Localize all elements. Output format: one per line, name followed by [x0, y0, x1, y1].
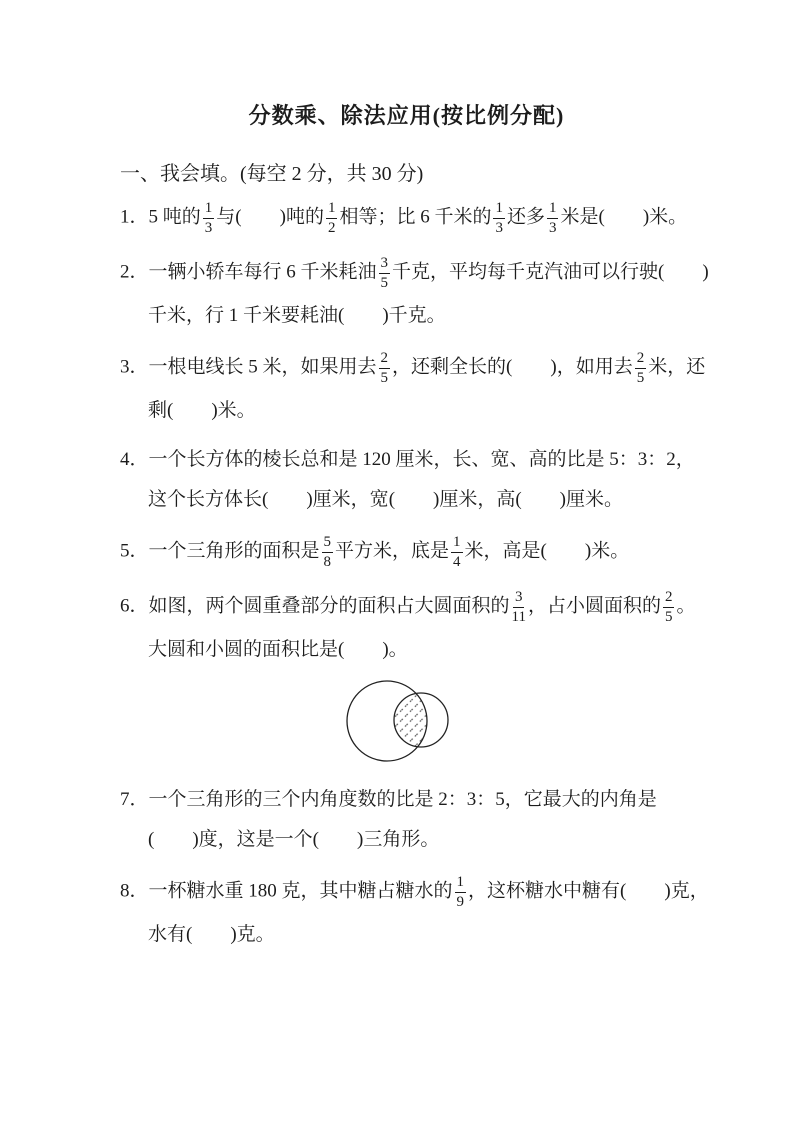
fraction-numerator: 1	[451, 534, 463, 553]
answer-blank: ( )	[262, 489, 313, 510]
text-run: 5．一个三角形的面积是	[120, 540, 320, 562]
fraction-denominator: 3	[548, 219, 557, 236]
answer-blank: ( )	[338, 639, 389, 660]
answer-blank: ( )	[148, 829, 199, 850]
text-run: 千克。	[388, 305, 446, 326]
text-run: 3．一根电线长 5 米，如果用去	[120, 356, 377, 378]
text-run: 三角形。	[363, 829, 440, 850]
fraction-denominator: 3	[204, 219, 213, 236]
question-8-line-1	[120, 869, 753, 915]
fraction-numerator: 1	[326, 200, 338, 219]
question-3-line-1	[120, 345, 753, 391]
text-run: 8．一杯糖水重 180 克，其中糖占糖水的	[120, 880, 453, 902]
text-run: 吨的	[285, 206, 324, 228]
fraction-numerator: 1	[203, 200, 215, 219]
text-run: 剩	[148, 400, 168, 421]
overlapping-circles-figure	[315, 673, 753, 771]
text-run: 克。	[236, 924, 275, 945]
question-6-line-1	[120, 584, 753, 630]
fraction-numerator: 2	[379, 350, 391, 369]
text-run: 4．一个长方体的棱长总和是 120 厘米，长、宽、高的比是 5：3：2，	[120, 449, 695, 470]
answer-blank: ( )	[186, 924, 237, 945]
section-instruction: 一、我会填。(每空 2 分，共 30 分)	[120, 163, 424, 185]
text-run: 米。	[217, 400, 256, 421]
text-run: ，占小圆面积的	[527, 595, 661, 617]
question-3	[120, 345, 753, 431]
fraction-numerator: 1	[455, 874, 467, 893]
question-4	[120, 440, 753, 520]
fraction-numerator: 2	[663, 589, 675, 608]
text-run: 2．一辆小轿车每行 6 千米耗油	[120, 261, 377, 283]
text-run: 米，高是	[464, 540, 541, 562]
question-8-line-2	[120, 915, 753, 955]
fraction-numerator: 5	[322, 534, 334, 553]
text-run: 平方米，底是	[335, 540, 450, 562]
question-1	[120, 195, 753, 241]
question-3-line-2	[120, 391, 753, 431]
fraction	[493, 200, 505, 236]
fraction	[455, 874, 467, 910]
text-run: 度，这是一个	[198, 829, 313, 850]
question-6	[120, 584, 753, 771]
answer-blank: ( )	[506, 356, 557, 378]
text-run: 6．如图，两个圆重叠部分的面积占大圆面积的	[120, 595, 510, 617]
question-8	[120, 869, 753, 955]
fraction-denominator: 2	[327, 219, 336, 236]
question-4-line-2	[120, 480, 753, 520]
text-run: ，如用去	[556, 356, 633, 378]
questions-list	[120, 195, 753, 955]
question-2-line-2	[120, 296, 753, 336]
question-5	[120, 529, 753, 575]
fraction-denominator: 5	[636, 369, 645, 386]
question-1-line-1	[120, 195, 753, 241]
text-run: ，这杯糖水中糖有	[468, 880, 621, 902]
answer-blank: ( )	[658, 261, 709, 283]
answer-blank: ( )	[515, 489, 567, 510]
question-7	[120, 780, 753, 860]
fraction	[203, 200, 215, 236]
text-run: 厘米，宽	[312, 489, 389, 510]
fraction-denominator: 5	[664, 608, 673, 625]
fraction-denominator: 4	[453, 553, 461, 570]
fraction	[379, 350, 391, 386]
answer-blank: ( )	[540, 540, 592, 562]
answer-blank: ( )	[312, 829, 364, 850]
answer-blank: ( )	[598, 206, 650, 228]
fraction	[547, 200, 559, 236]
fraction-numerator: 3	[379, 255, 391, 274]
fraction-numerator: 1	[547, 200, 559, 219]
question-7-line-1	[120, 780, 753, 820]
answer-blank: ( )	[167, 400, 218, 421]
text-run: 这个长方体长	[148, 489, 263, 510]
text-run: 还多	[506, 206, 545, 228]
text-run: 与	[216, 206, 236, 228]
fraction	[451, 534, 463, 570]
fraction-denominator: 5	[380, 274, 389, 291]
text-run: 千米，行 1 千米要耗油	[148, 305, 339, 326]
fraction-numerator: 3	[513, 589, 525, 608]
fraction-denominator: 8	[323, 553, 332, 570]
text-run: 大圆和小圆的面积比是	[148, 639, 339, 660]
question-7-line-2	[120, 820, 753, 860]
answer-blank: ( )	[235, 206, 286, 228]
text-run: 克，	[670, 880, 709, 902]
fraction-denominator: 3	[495, 219, 503, 236]
text-run: 水有	[148, 924, 187, 945]
text-run: ，还剩全长的	[392, 356, 507, 378]
fraction-denominator: 9	[456, 893, 465, 910]
fraction	[635, 350, 647, 386]
answer-blank: ( )	[338, 305, 389, 326]
fraction	[379, 255, 391, 291]
overlapping-circles-svg	[315, 673, 500, 771]
text-run: 米。	[591, 540, 630, 562]
fraction	[663, 589, 675, 625]
text-run: 厘米。	[566, 489, 624, 510]
text-run: 千克，平均每千克汽油可以行驶	[392, 261, 659, 283]
answer-blank: ( )	[388, 489, 440, 510]
text-run: 相等；比 6 千米的	[339, 206, 492, 228]
text-run: 米是	[560, 206, 599, 228]
text-run: 米，还	[648, 356, 706, 378]
text-run: 米。	[649, 206, 688, 228]
text-run: 1．5 吨的	[120, 206, 201, 228]
fraction	[322, 534, 334, 570]
text-run: 厘米，高	[439, 489, 516, 510]
text-run: 。	[388, 639, 408, 660]
fraction-numerator: 1	[493, 200, 505, 219]
question-4-line-1	[120, 440, 753, 480]
fraction-numerator: 2	[635, 350, 647, 369]
question-2	[120, 250, 753, 336]
fraction	[512, 589, 526, 625]
question-6-line-2	[120, 630, 753, 670]
question-5-line-1	[120, 529, 753, 575]
question-2-line-1	[120, 250, 753, 296]
page-title: 分数乘、除法应用(按比例分配)	[248, 103, 565, 128]
answer-blank: ( )	[620, 880, 671, 902]
fraction-denominator: 11	[511, 608, 526, 625]
fraction-denominator: 5	[380, 369, 389, 386]
text-run: 7．一个三角形的三个内角度数的比是 2：3：5，它最大的内角是	[120, 789, 657, 810]
text-run: 。	[676, 595, 696, 617]
fraction	[326, 200, 338, 236]
